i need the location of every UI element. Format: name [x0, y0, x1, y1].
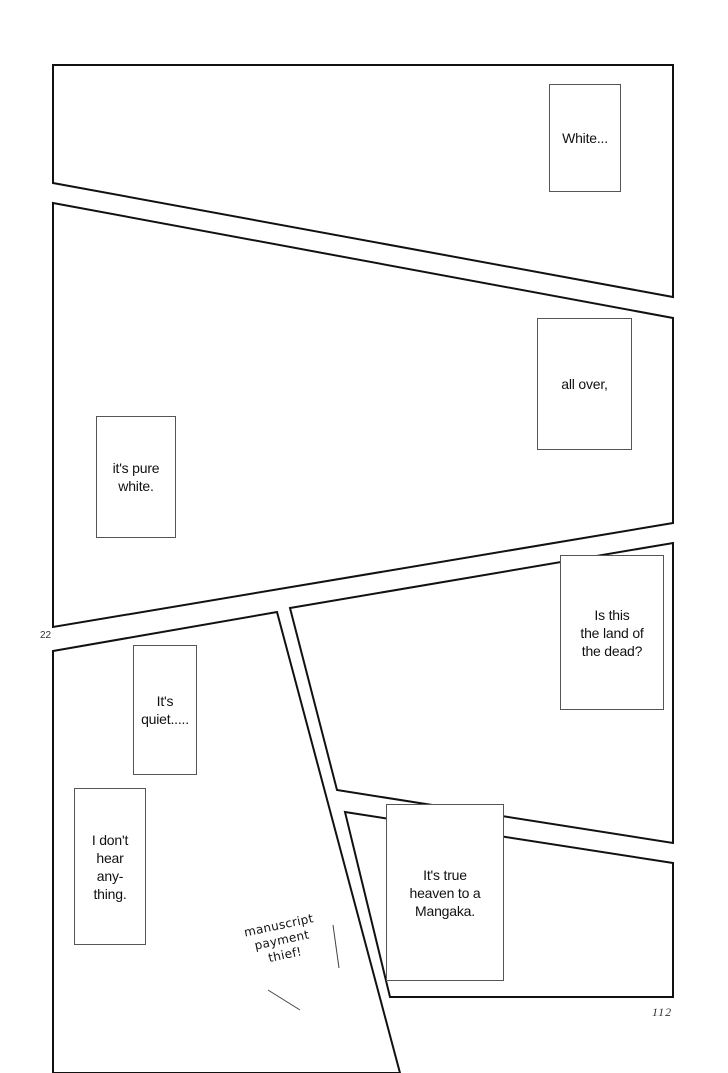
page-number-left: 22	[40, 630, 52, 641]
caption-text: all over,	[561, 376, 608, 392]
caption-white	[549, 84, 621, 192]
caption-heaven	[386, 804, 504, 981]
caption-quiet	[133, 645, 197, 775]
caption-text: Is this the land of the dead?	[580, 606, 644, 659]
caption-text: It's quiet.....	[141, 693, 189, 727]
caption-text: I don't hear any- thing.	[91, 831, 129, 902]
caption-dont-hear	[74, 788, 146, 945]
caption-text: White...	[562, 130, 608, 146]
caption-pure-white	[96, 416, 176, 538]
caption-text: it's pure white.	[112, 460, 160, 494]
caption-text: It's true heaven to a Mangaka.	[409, 866, 481, 919]
caption-land-of-dead	[560, 555, 664, 710]
page-number-right: 112	[652, 1005, 673, 1019]
caption-all-over	[537, 318, 632, 450]
handwritten-note: manuscript payment thief!	[242, 911, 315, 966]
